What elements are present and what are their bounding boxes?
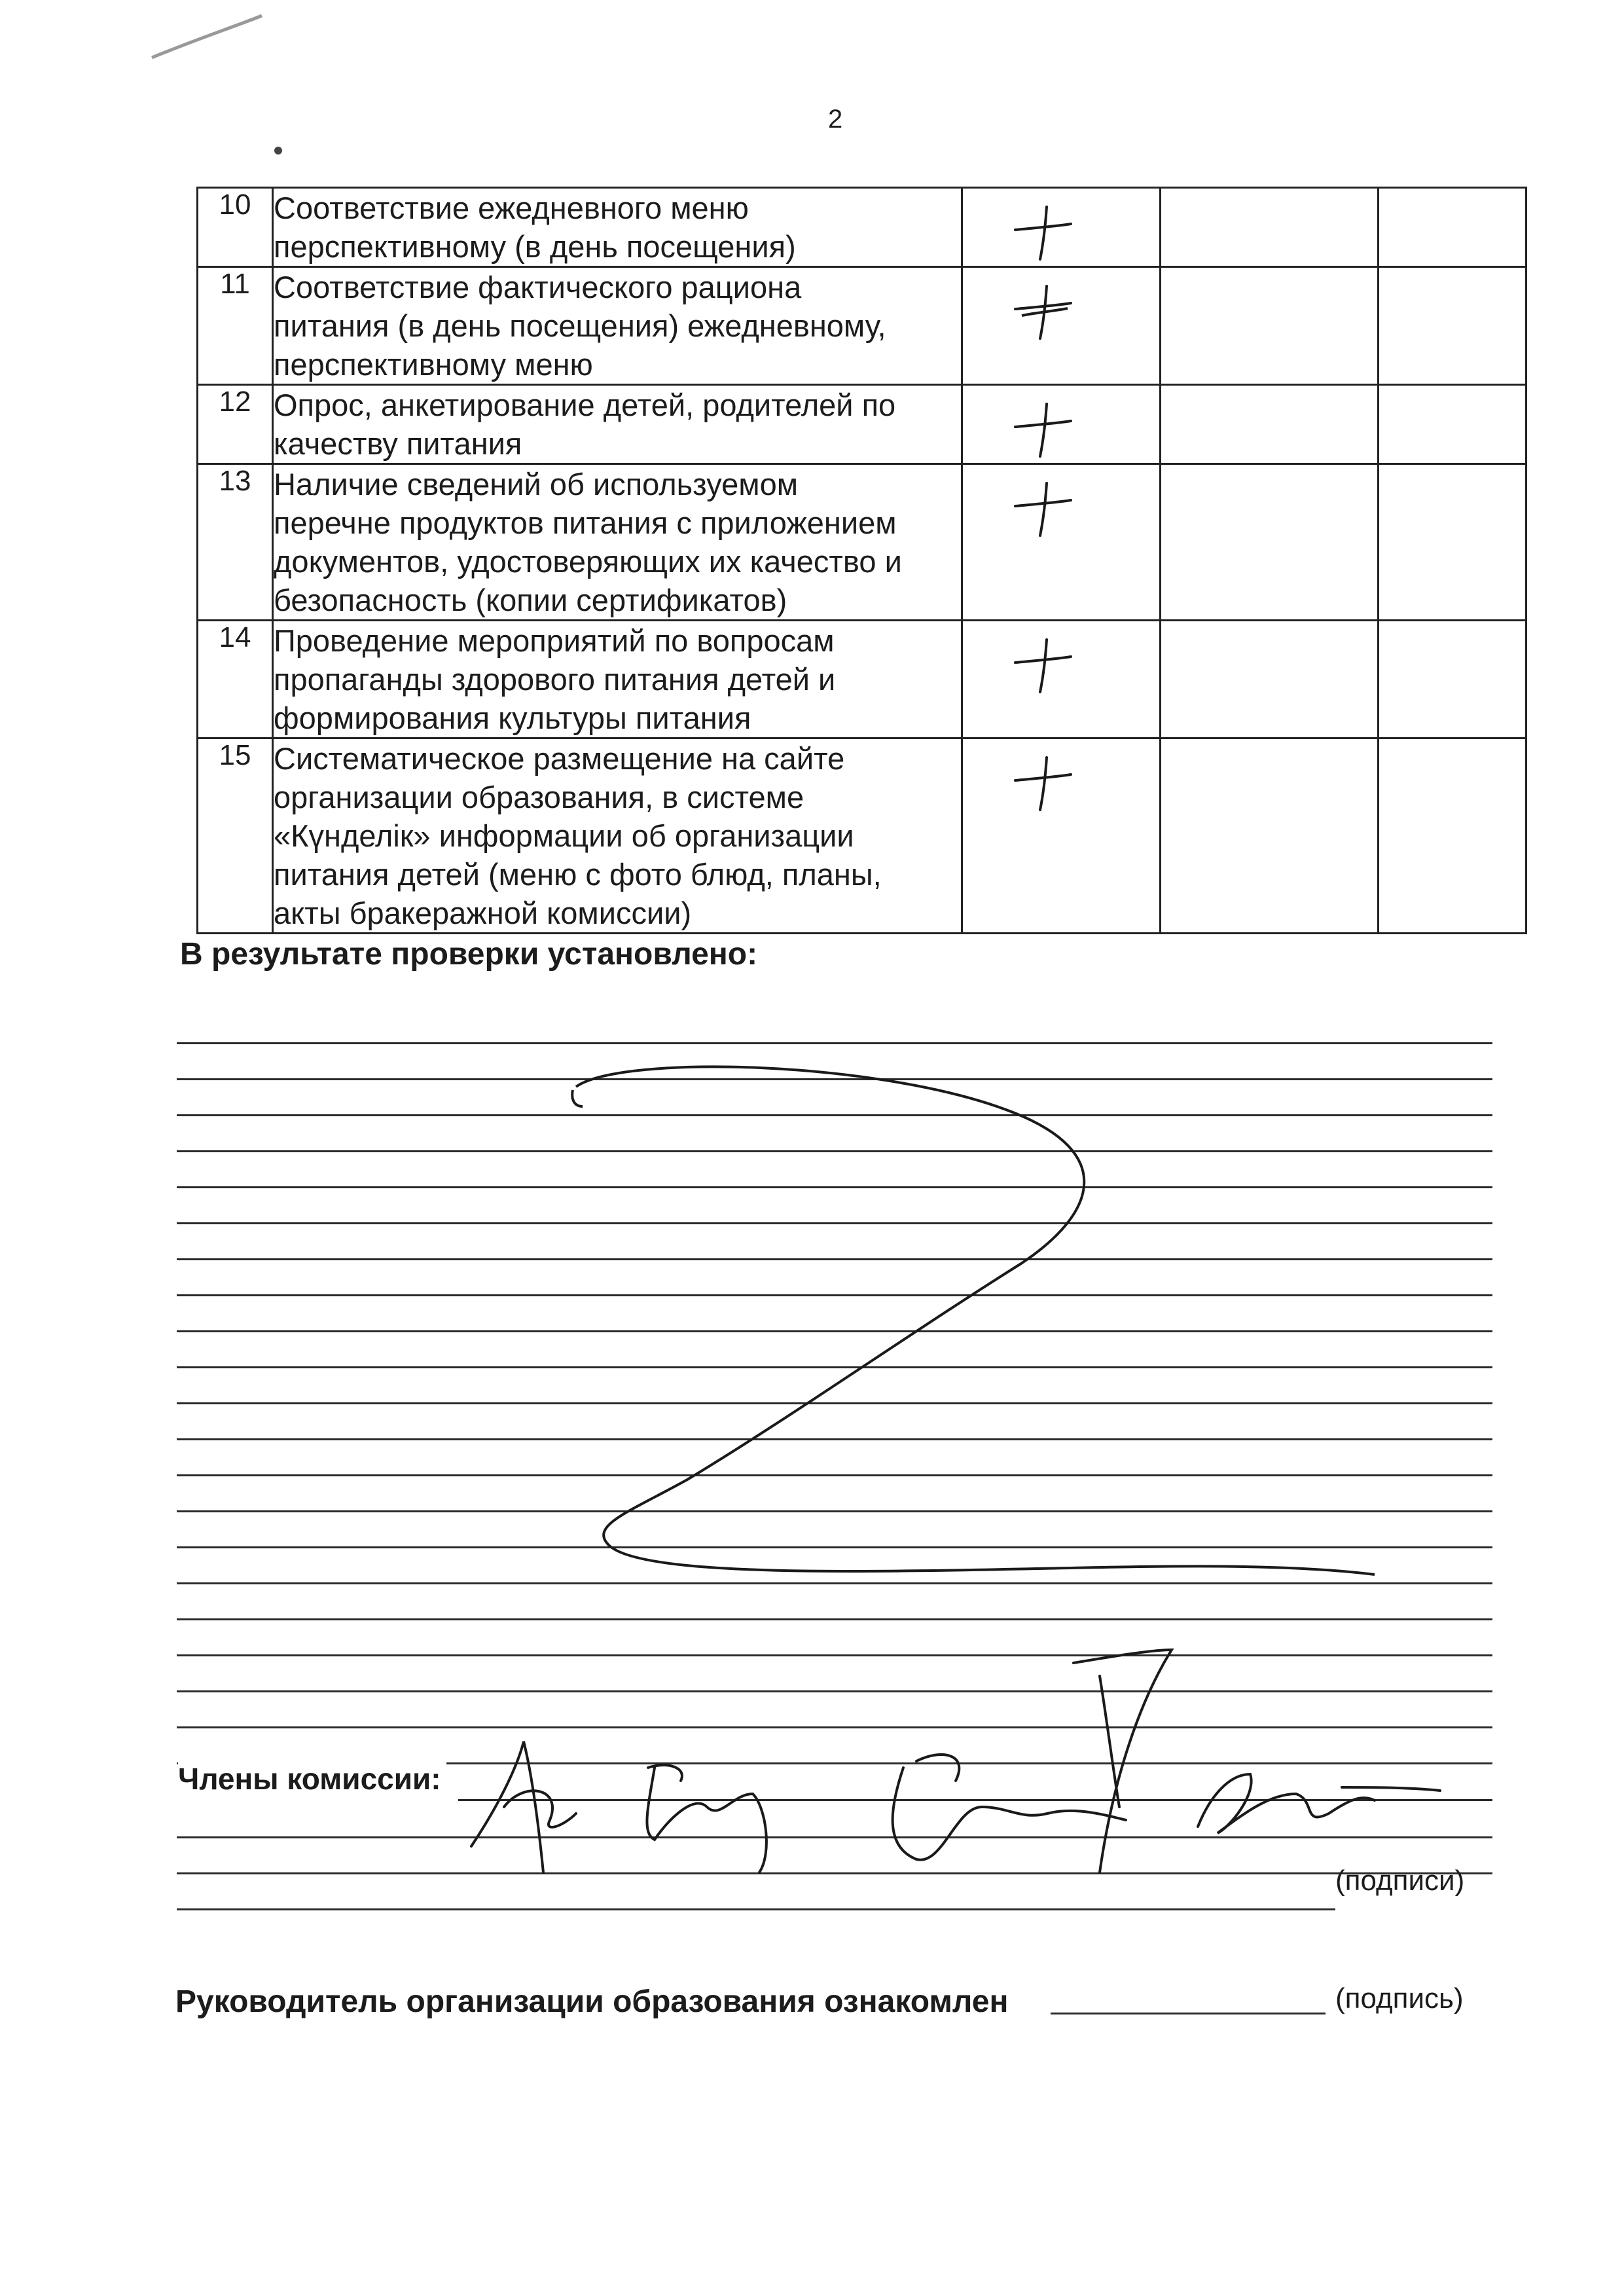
check-mark-cell [962, 621, 1161, 738]
empty-cell [1161, 621, 1379, 738]
row-number: 12 [198, 385, 273, 464]
signature-line-1 [458, 1799, 1492, 1801]
empty-cell [1161, 385, 1379, 464]
ruled-line [177, 1512, 1492, 1548]
row-number: 11 [198, 267, 273, 385]
criterion-text [273, 385, 962, 464]
table-row [198, 464, 1526, 621]
row-number: 10 [198, 188, 273, 267]
row-number: 15 [198, 738, 273, 934]
check-mark-cell [962, 188, 1161, 267]
criterion-line: Опрос, анкетирование детей, родителей по [274, 388, 896, 422]
table-row [198, 385, 1526, 464]
criterion-line: акты бракеражной комиссии) [274, 896, 692, 930]
empty-cell [1379, 267, 1526, 385]
signature-line-3 [177, 1872, 1492, 1874]
empty-cell [1379, 621, 1526, 738]
empty-cell [1379, 188, 1526, 267]
empty-cell [1161, 738, 1379, 934]
ruled-line [177, 1044, 1492, 1080]
empty-cell [1161, 464, 1379, 621]
criterion-line: Соответствие фактического рациона [274, 270, 802, 304]
ruled-line [177, 1584, 1492, 1620]
signature-line-2 [177, 1836, 1492, 1838]
criterion-text [273, 738, 962, 934]
page-number: 2 [828, 105, 843, 134]
empty-cell [1379, 738, 1526, 934]
table-row [198, 621, 1526, 738]
ruled-line [177, 1692, 1492, 1728]
criterion-line: питания (в день посещения) ежедневному, [274, 308, 886, 343]
ruled-line [177, 1116, 1492, 1152]
criterion-line: документов, удостоверяющих их качество и [274, 544, 902, 579]
result-title: В результате проверки установлено: [180, 937, 758, 972]
criterion-line: перспективному (в день посещения) [274, 229, 796, 264]
criterion-line: формирования культуры питания [274, 701, 751, 735]
criterion-line: Систематическое размещение на сайте [274, 741, 845, 776]
criterion-line: перспективному меню [274, 347, 593, 382]
ruled-line [177, 1188, 1492, 1224]
criterion-line: организации образования, в системе [274, 780, 804, 814]
table-row [198, 188, 1526, 267]
criterion-line: питания детей (меню с фото блюд, планы, [274, 857, 882, 892]
ruled-line [177, 1440, 1492, 1476]
criterion-line: «Күнделік» информации об организации [274, 818, 854, 853]
criterion-text [273, 267, 962, 385]
criterion-text [273, 188, 962, 267]
empty-cell [1161, 188, 1379, 267]
ruled-line [177, 1728, 1492, 1764]
table-row [198, 738, 1526, 934]
handwritten-plus-icon [1002, 477, 1081, 542]
criterion-line: качеству питания [274, 426, 522, 461]
ruled-line [177, 1260, 1492, 1296]
empty-cell [1379, 464, 1526, 621]
criterion-line: перечне продуктов питания с приложением [274, 505, 897, 540]
ruled-line [177, 1080, 1492, 1116]
ruled-line [177, 1620, 1492, 1656]
ruled-line [177, 1548, 1492, 1584]
handwritten-plus-icon [1002, 751, 1081, 816]
scan-smudge [0, 0, 1624, 196]
table-row [198, 267, 1526, 385]
ruled-line [177, 1224, 1492, 1260]
signature-line-4 [177, 1908, 1335, 1910]
ruled-line [177, 1332, 1492, 1368]
criterion-line: Наличие сведений об используемом [274, 467, 799, 501]
ruled-line [177, 1008, 1492, 1044]
ruled-line [177, 1404, 1492, 1440]
check-mark-cell [962, 464, 1161, 621]
criterion-text [273, 621, 962, 738]
row-number: 13 [198, 464, 273, 621]
check-mark-cell [962, 738, 1161, 934]
empty-cell [1379, 385, 1526, 464]
head-signature-line [1051, 2013, 1326, 2014]
ruled-line [177, 1656, 1492, 1692]
ruled-lines [177, 1008, 1492, 1764]
commission-label: Члены комиссии: [178, 1761, 446, 1796]
ruled-line [177, 1152, 1492, 1188]
criterion-line: безопасность (копии сертификатов) [274, 583, 787, 617]
criterion-line: пропаганды здорового питания детей и [274, 662, 836, 697]
ruled-line [177, 1368, 1492, 1404]
head-signature-caption: (подпись) [1335, 1982, 1464, 2014]
ruled-line [177, 1296, 1492, 1332]
criterion-line: Соответствие ежедневного меню [274, 191, 749, 225]
checklist-table [196, 187, 1527, 934]
handwritten-plus-icon [1002, 397, 1081, 463]
head-acknowledgement-label: Руководитель организации образования ознакомлен [175, 1984, 1009, 2019]
handwritten-plus-icon [1002, 280, 1081, 345]
handwritten-plus-icon [1002, 200, 1081, 266]
criterion-text [273, 464, 962, 621]
row-number: 14 [198, 621, 273, 738]
check-mark-cell [962, 267, 1161, 385]
signatures-caption: (подписи) [1335, 1865, 1465, 1897]
handwritten-plus-icon [1002, 633, 1081, 699]
empty-cell [1161, 267, 1379, 385]
ruled-line [177, 1476, 1492, 1512]
check-mark-cell [962, 385, 1161, 464]
criterion-line: Проведение мероприятий по вопросам [274, 623, 835, 658]
